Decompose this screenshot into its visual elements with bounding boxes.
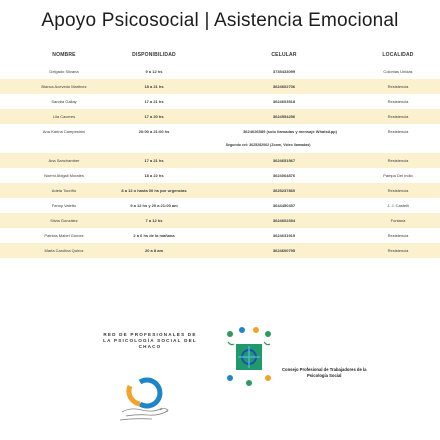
table-row	[0, 94, 440, 109]
page-title: Apoyo Psicosocial | Asistencia Emocional	[41, 10, 399, 31]
row-phone[interactable]: 3624631915	[272, 233, 296, 238]
row-phone[interactable]: 3624603518	[272, 99, 296, 104]
consejo-logo-mark	[220, 320, 280, 390]
table-row	[0, 213, 440, 228]
header-availability: DISPONIBILIDAD	[132, 52, 176, 58]
table-row	[0, 198, 440, 213]
row-phone[interactable]: 3644450457	[272, 203, 296, 208]
row-availability: 20:00 a 21:00 hs	[138, 129, 170, 134]
row-name: Delgado Silvana	[49, 69, 79, 74]
row-name: Maria Carolina Quiroz	[44, 248, 84, 253]
consejo-logo-text	[282, 367, 366, 378]
consejo-profesional-logo	[220, 320, 420, 390]
table-row	[0, 183, 440, 198]
row-location: Resistencia	[387, 158, 409, 163]
table-row	[0, 79, 440, 94]
row-name: Adela Touriño	[51, 188, 77, 193]
row-availability: 18 a 22 hs	[144, 173, 164, 178]
row-name: Blanca Acevedo Martinez	[41, 84, 87, 89]
row-location: J. J. Castelli	[387, 203, 409, 208]
table-row	[0, 64, 440, 79]
red-profesionales-logo-text: RED DE PROFESIONALES DE LA PSICOLOGÍA SOCIAL DEL CHACO	[103, 332, 197, 349]
row-location: Resistencia	[387, 233, 409, 238]
row-secondary-phone[interactable]: Segundo cel: 3625282062 (Zoom, Video llamadas)	[225, 143, 311, 147]
row-availability: 8 a 12 o hasta 00 hs por urgencias	[121, 188, 187, 193]
table-row	[0, 243, 440, 258]
row-name: Patricia Mabel Gómez	[44, 233, 84, 238]
table-row	[0, 228, 440, 243]
table-row	[0, 153, 440, 168]
row-phone[interactable]: 3624602394	[272, 218, 296, 223]
row-availability: 17 a 21 hs	[144, 158, 164, 163]
row-phone[interactable]: 3624600795	[272, 248, 296, 253]
row-location: Resistencia	[387, 84, 409, 89]
contacts-table	[0, 48, 440, 258]
row-phone[interactable]: 3624064876	[272, 173, 296, 178]
header-phone: CELULAR	[271, 52, 297, 58]
table-row	[0, 109, 440, 124]
row-phone[interactable]: 3735433099	[272, 69, 296, 74]
table-header	[0, 48, 440, 64]
row-availability: 2 a 6 hs de la mañana	[133, 233, 175, 238]
row-name: Lila Caceres	[52, 114, 76, 119]
row-availability: 9 a 12 hs	[145, 69, 163, 74]
row-location: Fontana	[390, 218, 406, 223]
row-location: Resistencia	[387, 248, 409, 253]
row-availability: 18 a 21 hs	[144, 84, 164, 89]
consejo-logo-line1: Consejo Profesional de Trabajadores de la	[282, 367, 367, 372]
header-name: NOMBRE	[52, 52, 76, 58]
row-location: Colonias Unidas	[383, 69, 413, 74]
table-row	[0, 124, 440, 153]
row-name: Sandra Gallay	[51, 99, 77, 104]
row-availability: 7 a 12 hs	[145, 218, 163, 223]
consejo-logo-line2: Psicología Social	[307, 372, 342, 378]
header-location: LOCALIDAD	[382, 52, 414, 58]
row-availability: 9 a 12 hs y 20 a 21:00 am	[130, 203, 178, 208]
row-name: Ana Sanchamber	[48, 158, 80, 163]
row-phone[interactable]: 3624026589 (solo llamadas y mensaje WhatsApp)	[243, 129, 337, 134]
row-availability: 17 a 20 hs	[144, 114, 164, 119]
row-availability: 20 a 8 am	[144, 248, 164, 253]
row-availability: 17 a 21 hs	[144, 99, 164, 104]
row-phone[interactable]: 3624554256	[272, 114, 296, 119]
row-location: Resistencia	[387, 99, 409, 104]
row-location: Resistencia	[387, 114, 409, 119]
row-name: Fanny Valetto	[51, 203, 77, 208]
row-phone[interactable]: 3625237860	[272, 188, 296, 193]
row-location: Resistencia	[387, 129, 409, 134]
row-name: Ana Karina Campestrini	[42, 129, 86, 134]
row-phone[interactable]: 3624602706	[272, 84, 296, 89]
row-location: Pampa Del Indio	[383, 173, 413, 178]
row-name: Noemi Abigail Morales	[44, 173, 84, 178]
table-row	[0, 168, 440, 183]
row-location: Resistencia	[387, 188, 409, 193]
row-phone[interactable]: 3624651567	[272, 158, 296, 163]
row-name: Silvia González	[50, 218, 78, 223]
